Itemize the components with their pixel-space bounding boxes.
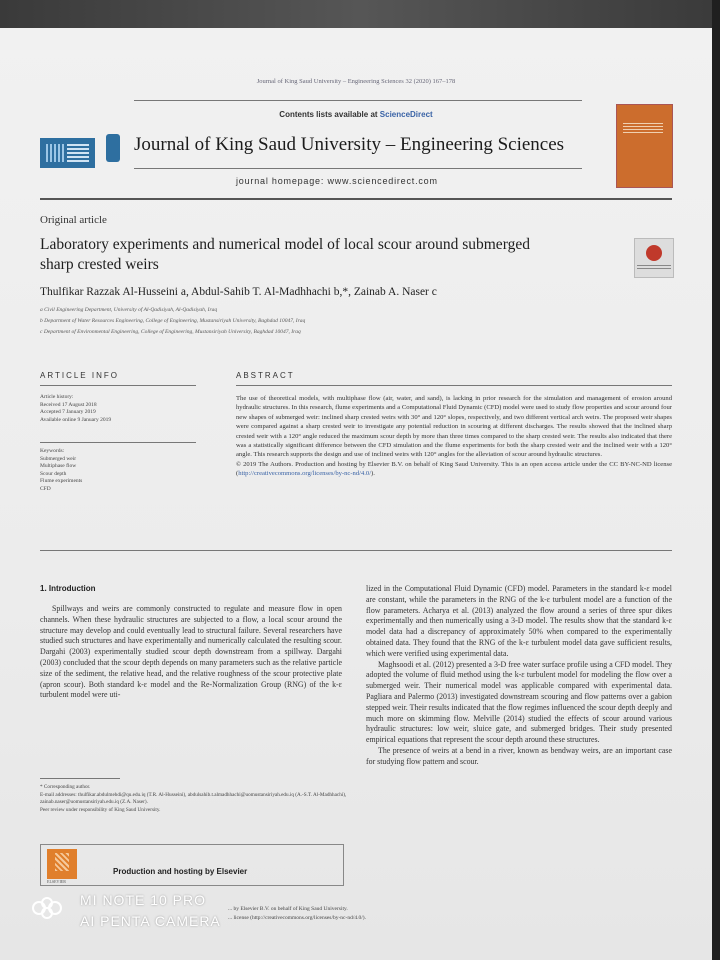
peer-review-note: Peer review under responsibility of King Saud University.: [40, 806, 161, 813]
sciencedirect-link[interactable]: ScienceDirect: [379, 110, 433, 119]
article-info-heading: ARTICLE INFO: [40, 371, 119, 380]
page-edge-shadow: [712, 0, 720, 960]
keyword: Scour depth: [40, 470, 67, 477]
camera-model-watermark: MI NOTE 10 PRO: [80, 892, 207, 908]
abstract-body: [236, 394, 672, 479]
left-column: [40, 604, 342, 701]
footnotes: [40, 784, 350, 814]
affiliation-b: b Department of Water Resources Engineering, College of Engineering, Mustansiriyah University, Baghdad 10047, Iraq: [40, 318, 306, 324]
elsevier-wordmark: ELSEVIER: [47, 879, 66, 884]
abstract-text: The use of theoretical models, with multiphase flow (air, water, and sand), is lacking in prior research for the simulation and management of erosion around hydraulic structures. In this research, flume experiments and a Computational Fluid Dynamic (CFD) model were used to study flow properties and scour around four new shapes of submerged weir: inclined sharp crested weirs with 30° and 120° slopes, respectively, and two different vertical arch weirs. The proposed weir shapes were compared against a sharp crested weir to investigate any potential reduction in scouring at different discharges. The results showed that the inclined sharp crested weir with a 120° angle reduced the maximum scour depth by more than three times compared to the sharp crested weir. The results also indicated that there was a statistically significant difference between the CFD simulation and the flume experiments for both the sharp crested weir and the inclined weir with a 120° angle. This research supports the design and use of inclined weirs with 120° angles for the alleviation of scour around hydraulic structures.: [236, 395, 672, 459]
affiliation-c: c Department of Environmental Engineering, College of Engineering, Mustansiriyah University, Baghdad 10047, Iraq: [40, 329, 301, 335]
received-date: Received 17 August 2018: [40, 401, 97, 408]
check-for-updates-icon[interactable]: [634, 238, 674, 278]
contents-line: [0, 110, 712, 119]
production-box: [40, 844, 344, 886]
keywords-label: Keywords:: [40, 448, 65, 454]
contents-prefix: Contents lists available at: [279, 110, 380, 119]
email-note: E-mail addresses: thulfikar.abdulmehdi@qu.edu.iq (T.R. Al-Husseini), abdulsahib.t.almadhhachi@uomustansiriyah.edu.iq (A.-S.T. Al-Madhhachi), zainab.naser@uomustansiriyah.edu.iq (Z.A. Naser).: [40, 791, 347, 805]
author-list: Thulfikar Razzak Al-Husseini a, Abdul-Sahib T. Al-Madhhachi b,*, Zainab A. Naser c: [40, 286, 437, 298]
journal-homepage[interactable]: journal homepage: www.sciencedirect.com: [236, 176, 438, 186]
abstract-copyright: [236, 460, 672, 479]
copyright-end: ).: [371, 470, 375, 478]
corresponding-author-note: * Corresponding author.: [40, 784, 91, 790]
elsevier-tree-icon: [47, 849, 77, 879]
copyright-text: © 2019 The Authors. Production and hosting by Elsevier B.V. on behalf of King Saud University. This is an open access article under the CC BY-NC-ND license (: [236, 460, 672, 478]
article-title: Laboratory experiments and numerical model of local scour around submerged sharp crested weirs: [40, 236, 530, 273]
university-crest-icon: [106, 134, 120, 162]
intro-paragraph: The presence of weirs at a bend in a river, known as bendway weirs, are an important case for studying flow pattern and scour.: [366, 745, 672, 766]
accepted-date: Accepted 7 January 2019: [40, 409, 96, 415]
header-rule-bottom: [40, 198, 672, 200]
front-matter-rule: [40, 550, 672, 551]
keywords-rule: [40, 442, 196, 443]
header-rule-top: [134, 100, 582, 101]
camera-feature-watermark: AI PENTA CAMERA: [80, 913, 221, 929]
article-type: Original article: [40, 214, 107, 226]
history-label: Article history:: [40, 394, 74, 400]
bottom-license-line: ... license (http://creativecommons.org/licenses/by-nc-nd/4.0/).: [228, 915, 366, 921]
keywords-block: [40, 448, 82, 493]
article-info-rule: [40, 385, 196, 386]
article-history: [40, 394, 111, 424]
section-heading-introduction: 1. Introduction: [40, 584, 96, 593]
production-text: Production and hosting by Elsevier: [113, 867, 248, 876]
license-link[interactable]: http://creativecommons.org/licenses/by-nc-nd/4.0/: [238, 470, 372, 478]
camera-lens-icon: [30, 896, 64, 920]
paper-page: [0, 28, 712, 960]
intro-paragraph: lized in the Computational Fluid Dynamic (CFD) model. Parameters in the standard k-ε model are constant, while the parameters in the RNG of the k-ε turbulent model are a function of the flow parameters. Acharya et al. (2013) analyzed the flow around a series of three spur dikes experimentally and then numerically using a 3-D model. The results show that the standard k-ε model data had a discrepancy of approximately 50% when compared to the experimentally obtained data. They found that the RNG of the k-ε turbulent model data gave sufficient results, which were verified using experimental data.: [366, 584, 672, 658]
online-date: Available online 9 January 2019: [40, 416, 112, 423]
journal-title: Journal of King Saud University – Engineering Sciences: [134, 134, 565, 155]
intro-paragraph: Maghsoodi et al. (2012) presented a 3-D free water surface profile using a CFD model. They adopted the volume of fluid method using the k-ε turbulent model for modeling the flow over a submerged weir. Their numerical model was applicable compared with experimental data. Pagliara and Palermo (2013) investigated downstream scouring and flow patterns over a gabion stepped weir. Their results indicated that the flow regimes influenced the scour depth deeply and much more on skimming flow. Melville (2014) studied the effects of scour around various hydraulic structures: low weir, sluice gate, and submerged bridges. Their study presented empirical equations that represent the scour depth around these structures.: [366, 659, 672, 745]
running-header: Journal of King Saud University – Engineering Sciences 32 (2020) 167–178: [256, 78, 456, 85]
journal-cover-thumbnail: [616, 104, 673, 188]
keyword: CFD: [40, 485, 51, 492]
intro-paragraph: Spillways and weirs are commonly constructed to regulate and measure flow in open channels. When these hydraulic structures are subjected to a flow, a local scour around the structure may develop and could eventually lead to structural failure. Several researchers have studied such structures and have experimentally and numerically calculated the resulting scour. Dargahi (2003) experimentally studied scour depth downstream from a spillway. Dargahi (2003) concluded that the scour depth depends on many parameters such as the relative particle size of the sediment, the relative head, and the relative roughness of the scour protective plate (apron scour). Both standard k-ε model and the Re-Normalization Group (RNG) of the k-ε turbulent model were uti-: [40, 604, 342, 700]
keyword: Flume experiments: [40, 478, 83, 484]
keyword: Multiphase flow: [40, 463, 77, 469]
abstract-rule: [236, 385, 672, 386]
header-rule-mid: [134, 168, 582, 169]
footnote-rule: [40, 778, 120, 779]
affiliation-a: a Civil Engineering Department, University of Al-Qadisiyah, Al-Qadisiyah, Iraq: [40, 307, 218, 313]
abstract-heading: ABSTRACT: [236, 371, 295, 380]
right-column: [366, 584, 672, 768]
keyword: Submerged weir: [40, 455, 77, 462]
journal-logo: [40, 138, 95, 168]
bottom-copyright-line: ... by Elsevier B.V. on behalf of King Saud University.: [228, 906, 348, 912]
